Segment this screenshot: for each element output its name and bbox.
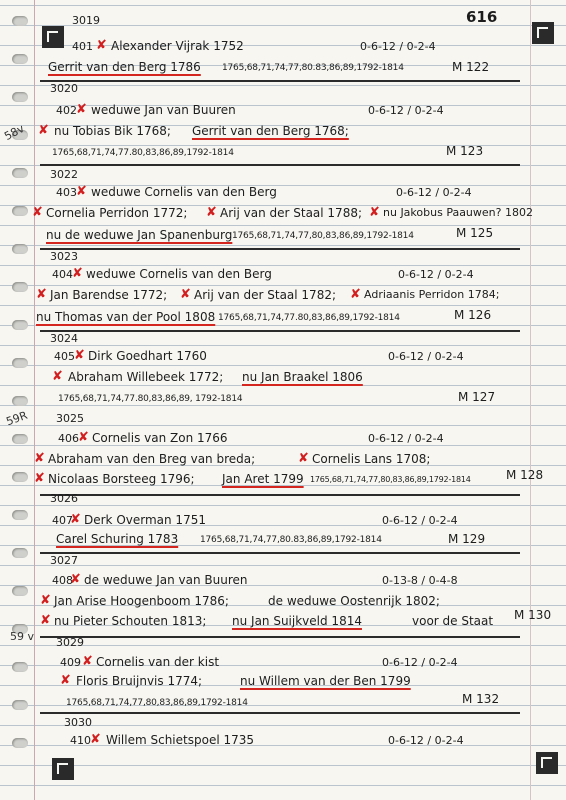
- owner-name: Adriaanis Perridon 1784;: [364, 288, 500, 301]
- amount: 0-6-12 / 0-2-4: [398, 268, 474, 281]
- amount: 0-6-12 / 0-2-4: [388, 734, 464, 747]
- red-cross-icon: ✘: [76, 184, 87, 199]
- entry-id: 3020: [50, 82, 78, 95]
- owner-name: Carel Schuring 1783: [56, 532, 179, 546]
- corner-marker-icon: [52, 758, 74, 780]
- margin-note: 59R: [4, 408, 30, 429]
- years-list: 1765,68,71,74,77,80.83,86,89,1792-1814: [200, 535, 382, 545]
- corner-marker-icon: [532, 22, 554, 44]
- owner-name: Dirk Goedhart 1760: [88, 349, 207, 363]
- owner-name: nu Pieter Schouten 1813;: [54, 614, 207, 628]
- owner-name: nu Jan Braakel 1806: [242, 370, 363, 384]
- owner-name: weduwe Jan van Buuren: [91, 103, 236, 117]
- parcel-number: 406: [58, 432, 79, 445]
- reference: M 128: [506, 468, 544, 482]
- binder-hole: [12, 548, 28, 558]
- owner-name: Abraham Willebeek 1772;: [68, 370, 224, 384]
- reference: M 127: [458, 390, 496, 404]
- parcel-number: 407: [52, 514, 73, 527]
- owner-name: Jan Arise Hoogenboom 1786;: [54, 594, 229, 608]
- binder-hole: [12, 244, 28, 254]
- owner-name: Cornelis van der kist: [96, 655, 220, 669]
- owner-name: nu de weduwe Jan Spanenburg: [46, 228, 233, 242]
- owner-name: Jan Barendse 1772;: [50, 288, 168, 302]
- binder-hole: [12, 16, 28, 26]
- owner-name: nu Thomas van der Pool 1808: [36, 310, 216, 324]
- entry-id: 3019: [72, 14, 100, 27]
- red-cross-icon: ✘: [32, 205, 43, 220]
- owner-name: nu Jan Suijkveld 1814: [232, 614, 362, 628]
- red-cross-icon: ✘: [36, 287, 47, 302]
- red-cross-icon: ✘: [38, 123, 49, 138]
- red-cross-icon: ✘: [70, 572, 81, 587]
- entry-id: 3025: [56, 412, 84, 425]
- entry-id: 3029: [56, 636, 84, 649]
- entry-id: 3023: [50, 250, 78, 263]
- reference: M 125: [456, 226, 494, 240]
- red-cross-icon: ✘: [60, 673, 71, 688]
- binder-hole: [12, 396, 28, 406]
- red-cross-icon: ✘: [206, 205, 217, 220]
- owner-name: Nicolaas Borsteeg 1796;: [48, 472, 195, 486]
- years-list: 1765,68,71,74,77.80,83,86,89, 1792-1814: [58, 394, 243, 404]
- entry-id: 3022: [50, 168, 78, 181]
- amount: 0-6-12 / 0-2-4: [382, 514, 458, 527]
- entry-separator: [40, 164, 520, 166]
- parcel-number: 409: [60, 656, 81, 669]
- owner-name: Gerrit van den Berg 1786: [48, 60, 201, 74]
- binder-hole: [12, 54, 28, 64]
- owner-name: Cornelia Perridon 1772;: [46, 206, 188, 220]
- years-list: 1765,68,71,74,77,80.83,86,89,1792-1814: [222, 63, 404, 73]
- reference: M 123: [446, 144, 484, 158]
- amount: 0-6-12 / 0-2-4: [360, 40, 436, 53]
- binder-hole: [12, 662, 28, 672]
- amount: 0-6-12 / 0-2-4: [388, 350, 464, 363]
- red-cross-icon: ✘: [34, 471, 45, 486]
- red-cross-icon: ✘: [369, 205, 380, 220]
- owner-name: Arij van der Staal 1788;: [220, 206, 363, 220]
- owner-name: Willem Schietspoel 1735: [106, 733, 255, 747]
- years-list: 1765,68,71,74,77,80,83,86,89,1792-1814: [310, 475, 471, 484]
- entry-id: 3027: [50, 554, 78, 567]
- binder-hole: [12, 168, 28, 178]
- amount: 0-13-8 / 0-4-8: [382, 574, 458, 587]
- owner-name: voor de Staat: [412, 614, 494, 628]
- red-cross-icon: ✘: [74, 348, 85, 363]
- binder-hole: [12, 320, 28, 330]
- red-cross-icon: ✘: [72, 266, 83, 281]
- parcel-number: 405: [54, 350, 75, 363]
- red-cross-icon: ✘: [40, 593, 51, 608]
- owner-name: Cornelis van Zon 1766: [92, 431, 228, 445]
- margin-note: 58v: [2, 121, 27, 144]
- red-cross-icon: ✘: [180, 287, 191, 302]
- entry-separator: [40, 636, 520, 638]
- red-cross-icon: ✘: [298, 451, 309, 466]
- amount: 0-6-12 / 0-2-4: [396, 186, 472, 199]
- owner-name: Derk Overman 1751: [84, 513, 206, 527]
- years-list: 1765,68,71,74,77.80,83,86,89,1792-1814: [218, 313, 400, 323]
- owner-name: Gerrit van den Berg 1768;: [192, 124, 349, 138]
- reference: M 130: [514, 608, 552, 622]
- red-cross-icon: ✘: [350, 287, 361, 302]
- red-cross-icon: ✘: [90, 732, 101, 747]
- owner-name: weduwe Cornelis van den Berg: [86, 267, 272, 281]
- amount: 0-6-12 / 0-2-4: [382, 656, 458, 669]
- binder-hole: [12, 472, 28, 482]
- entry-id: 3030: [64, 716, 92, 729]
- binder-hole: [12, 434, 28, 444]
- owner-name: de weduwe Jan van Buuren: [84, 573, 248, 587]
- entry-separator: [40, 330, 520, 332]
- red-cross-icon: ✘: [52, 369, 63, 384]
- reference: M 122: [452, 60, 490, 74]
- corner-marker-icon: [536, 752, 558, 774]
- parcel-number: 403: [56, 186, 77, 199]
- reference: M 132: [462, 692, 500, 706]
- amount: 0-6-12 / 0-2-4: [368, 432, 444, 445]
- page-number: 616: [466, 8, 498, 26]
- owner-name: nu Jakobus Paauwen? 1802: [383, 206, 533, 219]
- years-list: 1765,68,71,74,77.80,83,86,89,1792-1814: [52, 148, 234, 158]
- red-cross-icon: ✘: [78, 430, 89, 445]
- red-cross-icon: ✘: [76, 102, 87, 117]
- entry-separator: [40, 552, 520, 554]
- amount: 0-6-12 / 0-2-4: [368, 104, 444, 117]
- left-margin-line: [34, 0, 35, 800]
- years-list: 1765,68,71,74,77,80,83,86,89,1792-1814: [66, 698, 248, 708]
- binder-hole: [12, 586, 28, 596]
- reference: M 126: [454, 308, 492, 322]
- margin-note: 59 v: [10, 630, 35, 643]
- red-cross-icon: ✘: [96, 38, 107, 53]
- owner-name: Alexander Vijrak 1752: [111, 39, 244, 53]
- entry-id: 3024: [50, 332, 78, 345]
- years-list: 1765,68,71,74,77,80,83,86,89,1792-1814: [232, 231, 414, 241]
- owner-name: Abraham van den Breg van breda;: [48, 452, 256, 466]
- parcel-number: 408: [52, 574, 73, 587]
- entry-separator: [40, 712, 520, 714]
- red-cross-icon: ✘: [70, 512, 81, 527]
- binder-hole: [12, 510, 28, 520]
- owner-name: Cornelis Lans 1708;: [312, 452, 431, 466]
- binder-hole: [12, 282, 28, 292]
- owner-name: nu Tobias Bik 1768;: [54, 124, 171, 138]
- entry-id: 3026: [50, 492, 78, 505]
- red-cross-icon: ✘: [34, 451, 45, 466]
- binder-hole: [12, 700, 28, 710]
- entry-separator: [40, 248, 520, 250]
- entry-separator: [40, 494, 520, 496]
- binder-hole: [12, 206, 28, 216]
- right-margin-line: [530, 0, 531, 800]
- parcel-number: 402: [56, 104, 77, 117]
- red-cross-icon: ✘: [82, 654, 93, 669]
- corner-marker-icon: [42, 26, 64, 48]
- parcel-number: 401: [72, 40, 93, 53]
- parcel-number: 404: [52, 268, 73, 281]
- owner-name: nu Willem van der Ben 1799: [240, 674, 411, 688]
- owner-name: Jan Aret 1799: [222, 472, 304, 486]
- binder-hole: [12, 358, 28, 368]
- entry-separator: [40, 80, 520, 82]
- reference: M 129: [448, 532, 486, 546]
- owner-name: Floris Bruijnvis 1774;: [76, 674, 203, 688]
- owner-name: Arij van der Staal 1782;: [194, 288, 337, 302]
- red-cross-icon: ✘: [40, 613, 51, 628]
- owner-name: weduwe Cornelis van den Berg: [91, 185, 277, 199]
- owner-name: de weduwe Oostenrijk 1802;: [268, 594, 440, 608]
- parcel-number: 410: [70, 734, 91, 747]
- binder-hole: [12, 738, 28, 748]
- binder-hole: [12, 92, 28, 102]
